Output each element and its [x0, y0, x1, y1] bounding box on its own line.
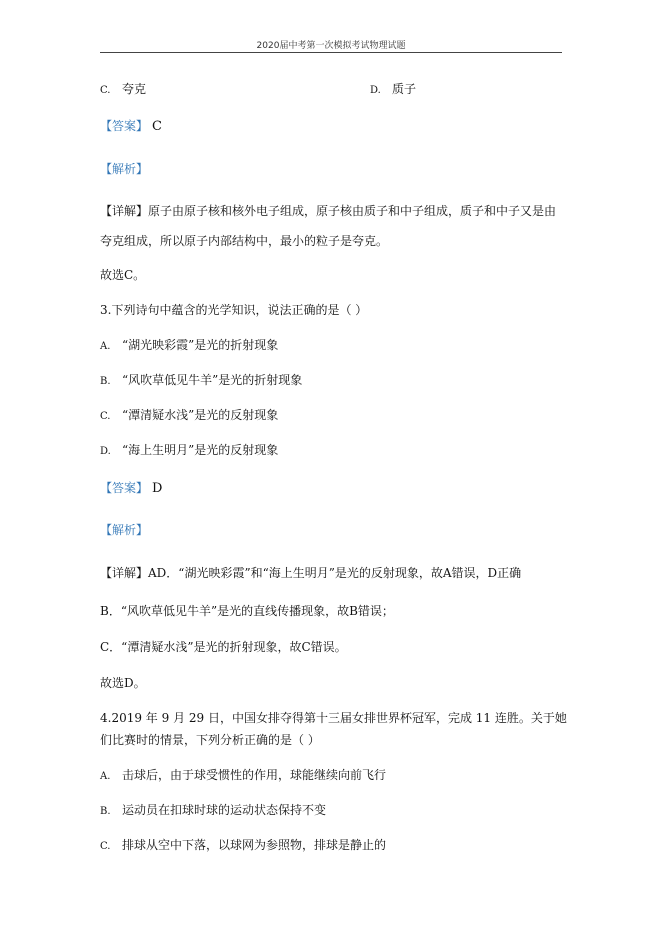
answer-tag: 【答案】: [100, 481, 149, 495]
q2-conclusion: 故选C。: [100, 268, 146, 282]
answer-value: D: [152, 481, 163, 496]
q4-question-line2: 们比赛时的情景，下列分析正确的是（ ）: [100, 733, 320, 747]
option-letter: B.: [100, 806, 111, 817]
option-letter: C.: [100, 85, 111, 96]
q3-option-a: [100, 338, 278, 354]
q3-question: 3.下列诗句中蕴含的光学知识，说法正确的是（ ）: [100, 303, 368, 317]
q2-option-d: [370, 82, 416, 98]
option-text: 运动员在扣球时球的运动状态保持不变: [122, 803, 327, 817]
header-rule: [100, 52, 562, 53]
option-text: 夸克: [122, 82, 147, 96]
detail-tag: 【详解】: [100, 566, 149, 580]
q4-option-c: [100, 838, 386, 854]
q3-detail-line2: B．“风吹草低见牛羊”是光的直线传播现象，故B错误；: [100, 604, 394, 618]
option-text: “湖光映彩霞”是光的折射现象: [122, 338, 279, 352]
q3-option-b: [100, 373, 302, 389]
detail-text: AD．“湖光映彩霞”和“海上生明月”是光的反射现象，故A错误，D正确: [148, 566, 522, 580]
option-letter: C.: [100, 411, 111, 422]
q3-conclusion: 故选D。: [100, 676, 146, 690]
q2-detail-line2: 夸克组成，所以原子内部结构中，最小的粒子是夸克。: [100, 234, 389, 248]
q2-option-c: [100, 82, 146, 98]
q3-option-c: [100, 408, 278, 424]
option-letter: A.: [100, 771, 111, 782]
detail-text: 原子由原子核和核外电子组成，原子核由质子和中子组成，质子和中子又是由: [148, 204, 557, 218]
q4-option-b: [100, 803, 326, 819]
option-text: 质子: [392, 82, 417, 96]
option-letter: C.: [100, 841, 111, 852]
analysis-tag: 【解析】: [100, 162, 149, 176]
q2-answer: [100, 119, 162, 134]
option-letter: D.: [100, 446, 111, 457]
q4-question-line1: 4.2019 年 9 月 29 日，中国女排夺得第十三届女排世界杯冠军，完成 11 连胜。关于她: [100, 711, 567, 725]
option-text: “潭清疑水浅”是光的反射现象: [122, 408, 279, 422]
answer-tag: 【答案】: [100, 119, 149, 133]
q3-detail-line1: [100, 566, 521, 580]
option-letter: B.: [100, 376, 111, 387]
option-letter: A.: [100, 341, 111, 352]
option-letter: D.: [370, 85, 381, 96]
q3-analysis: [100, 523, 148, 537]
q3-detail-line3: C．“潭清疑水浅”是光的折射现象，故C错误。: [100, 640, 347, 654]
option-text: “风吹草低见牛羊”是光的折射现象: [122, 373, 303, 387]
option-text: 击球后，由于球受惯性的作用，球能继续向前飞行: [122, 768, 387, 782]
q2-analysis: [100, 162, 148, 176]
answer-value: C: [152, 119, 162, 134]
q3-answer: [100, 481, 162, 496]
q4-option-a: [100, 768, 386, 784]
page-header: 2020届中考第一次模拟考试物理试题: [256, 41, 406, 51]
q2-detail-line1: [100, 204, 556, 218]
q3-option-d: [100, 443, 278, 459]
option-text: 排球从空中下落，以球网为参照物，排球是静止的: [122, 838, 387, 852]
option-text: “海上生明月”是光的反射现象: [122, 443, 279, 457]
analysis-tag: 【解析】: [100, 523, 149, 537]
detail-tag: 【详解】: [100, 204, 149, 218]
